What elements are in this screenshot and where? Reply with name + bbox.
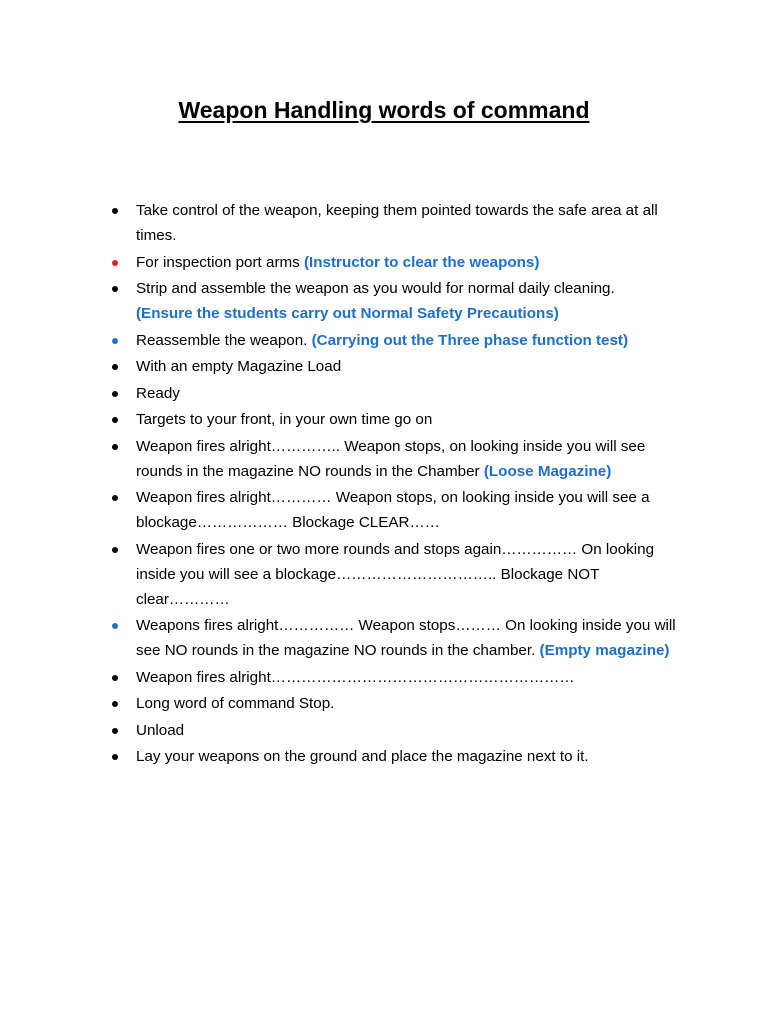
list-item [112, 328, 682, 353]
item-note: (Ensure the students carry out Normal Safety Precautions) [136, 305, 559, 322]
item-text: Take control of the weapon, keeping them pointed towards the safe area at all times. [136, 202, 658, 244]
item-note: (Instructor to clear the weapons) [303, 253, 540, 271]
bullet-icon [112, 391, 118, 397]
bullet-icon [112, 364, 118, 370]
bullet-icon [112, 547, 118, 553]
bullet-icon [112, 286, 118, 292]
bullet-icon [112, 338, 118, 344]
list-item [112, 276, 682, 326]
bullet-icon [112, 495, 118, 501]
bullet-icon [112, 754, 118, 760]
bullet-icon [112, 701, 118, 707]
command-list [112, 198, 682, 771]
list-item [112, 434, 682, 484]
list-item [112, 354, 682, 379]
bullet-icon [112, 417, 118, 423]
list-item [112, 407, 682, 432]
page-title: Weapon Handling words of command [178, 97, 590, 123]
item-text: Reassemble the weapon. [136, 331, 312, 349]
list-item [112, 537, 682, 612]
item-note: (Loose Magazine) [483, 462, 612, 480]
item-note: (Carrying out the Three phase function test) [311, 331, 629, 349]
list-item [112, 250, 682, 275]
item-text: Weapons fires alright…………… Weapon stops……… On looking inside you will see NO rounds in the magazine NO rounds in the chamber. [136, 617, 676, 659]
bullet-icon [112, 675, 118, 681]
item-text: Weapon fires alright………… Weapon stops, on looking inside you will see a blockage……………… Blockage CLEAR…… [136, 489, 650, 531]
item-text: For inspection port arms [136, 253, 304, 271]
list-item [112, 198, 682, 248]
bullet-icon [112, 728, 118, 734]
list-item [112, 381, 682, 406]
item-text: Weapon fires alright…………………………………………………… [136, 668, 575, 686]
item-text: With an empty Magazine Load [136, 358, 342, 375]
bullet-icon [112, 208, 118, 214]
list-item [112, 485, 682, 535]
item-text: Ready [136, 384, 180, 402]
item-text: Unload [136, 721, 185, 739]
item-text: Targets to your front, in your own time go on [136, 411, 433, 428]
list-item [112, 718, 682, 743]
item-text: Strip and assemble the weapon as you would for normal daily cleaning. [136, 280, 615, 297]
bullet-icon [112, 623, 118, 629]
list-item [112, 691, 682, 716]
item-text: Lay your weapons on the ground and place the magazine next to it. [136, 748, 589, 765]
item-text: Weapon fires alright………….. Weapon stops, on looking inside you will see rounds in the magazine NO rounds in the Chamber [136, 437, 646, 480]
list-item [112, 613, 682, 663]
bullet-icon [112, 260, 118, 266]
list-item [112, 744, 682, 769]
list-item [112, 665, 682, 690]
item-note: (Empty magazine) [539, 642, 670, 659]
item-text: Weapon fires one or two more rounds and stops again…………… On looking inside you will see a blockage………………………….. Blockage NOT clear………… [136, 540, 655, 608]
bullet-icon [112, 444, 118, 450]
item-text: Long word of command Stop. [136, 695, 335, 712]
